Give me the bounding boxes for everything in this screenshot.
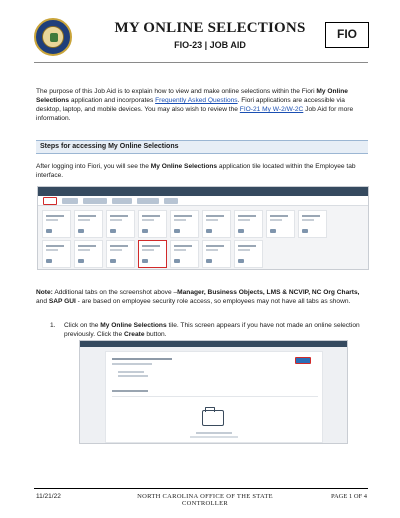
app-tile xyxy=(170,210,199,238)
intro-bold-app: My Online Selections xyxy=(36,88,348,104)
footer-date: 11/21/22 xyxy=(36,493,61,500)
app-tile xyxy=(138,210,167,238)
app-tile xyxy=(106,210,135,238)
my-online-selections-tile-highlight xyxy=(138,240,167,268)
app-tile xyxy=(298,210,327,238)
fiori-tab-bar xyxy=(38,196,368,206)
note-text: - are based on employee security role access, so employees may not have all tabs as shown. xyxy=(75,298,351,305)
step-bold: Create xyxy=(123,331,145,338)
create-button-highlight xyxy=(295,357,311,364)
note-paragraph xyxy=(36,288,368,306)
step-text-part: tile. This screen appears if you have not made an online selection previously. Click the xyxy=(64,322,360,338)
header-divider xyxy=(34,62,368,63)
app-tile xyxy=(234,240,263,268)
app-tile xyxy=(42,240,71,268)
app-tile xyxy=(106,240,135,268)
intro-text: The purpose of this Job Aid is to explain how to view and make online selections within the Fiori xyxy=(36,88,317,95)
note-bold: Manager, Business Objects, LMS & NCVIP, NC Org Charts, xyxy=(177,289,360,296)
online-selections-screenshot xyxy=(79,340,348,444)
tab-placeholder xyxy=(62,198,78,204)
step-text-part: Click on the xyxy=(64,322,101,329)
empty-state-placeholder xyxy=(190,436,238,438)
app-tile xyxy=(202,240,231,268)
fiori-shell-bar xyxy=(38,187,368,196)
panel-line xyxy=(112,363,152,365)
fiori-launchpad-screenshot xyxy=(37,186,369,270)
step-number: 1. xyxy=(50,322,56,329)
panel-divider xyxy=(112,396,318,397)
app-tile xyxy=(74,240,103,268)
tab-placeholder xyxy=(164,198,178,204)
panel-line xyxy=(118,375,148,377)
faq-link[interactable]: Frequently Asked Questions xyxy=(155,97,238,104)
empty-folder-icon xyxy=(202,410,224,426)
intro-paragraph xyxy=(36,87,368,123)
p2-bold-app: My Online Selections xyxy=(150,163,218,170)
footer-org: NORTH CAROLINA OFFICE OF THE STATE CONTROLLER xyxy=(137,493,273,507)
app-tile xyxy=(266,210,295,238)
panel-title-placeholder xyxy=(112,358,172,360)
panel-line xyxy=(118,371,144,373)
step-bold: My Online Selections xyxy=(100,322,167,329)
footer-divider xyxy=(34,488,368,489)
intro-text: Job Aid for more information. xyxy=(36,106,354,122)
intro-text: . Fiori applications are accessible via desktop, laptop, and mobile devices. You may also wish to review the xyxy=(36,97,345,113)
note-label: Note: xyxy=(36,289,53,296)
fio-badge: FIO xyxy=(325,22,369,48)
section-heading: Steps for accessing My Online Selections xyxy=(36,140,368,154)
app-tile xyxy=(234,210,263,238)
step-text-part: button. xyxy=(144,331,167,338)
employee-tab-highlight xyxy=(43,197,57,205)
intro-text: application and incorporates xyxy=(68,97,156,104)
app-tile xyxy=(42,210,71,238)
note-bold: SAP GUI xyxy=(48,298,76,305)
fio-21-link[interactable]: FIO-21 My W-2/W-2C xyxy=(239,106,304,113)
selections-panel xyxy=(105,351,323,443)
login-paragraph xyxy=(36,162,368,180)
page-subtitle: FIO-23 | JOB AID xyxy=(174,40,246,50)
page-title: MY ONLINE SELECTIONS xyxy=(114,20,306,36)
empty-state-placeholder xyxy=(196,432,232,434)
fiori-shell-bar xyxy=(80,341,347,347)
selections-header-placeholder xyxy=(112,390,148,392)
app-tile xyxy=(170,240,199,268)
nc-seal-logo xyxy=(34,18,72,56)
footer-page: PAGE 1 OF 4 xyxy=(330,493,367,500)
seal-center xyxy=(42,26,64,48)
app-tile xyxy=(74,210,103,238)
note-text: Additional tabs on the screenshot above – xyxy=(52,289,178,296)
p2-text: After logging into Fiori, you will see the xyxy=(36,163,151,170)
app-tile xyxy=(202,210,231,238)
tab-placeholder xyxy=(112,198,132,204)
note-text: and xyxy=(36,298,49,305)
p2-text: application tile located within the Employee tab interface. xyxy=(36,163,356,179)
seal-emblem xyxy=(50,33,58,42)
tab-placeholder xyxy=(83,198,107,204)
step-text xyxy=(64,321,364,339)
tab-placeholder xyxy=(137,198,159,204)
